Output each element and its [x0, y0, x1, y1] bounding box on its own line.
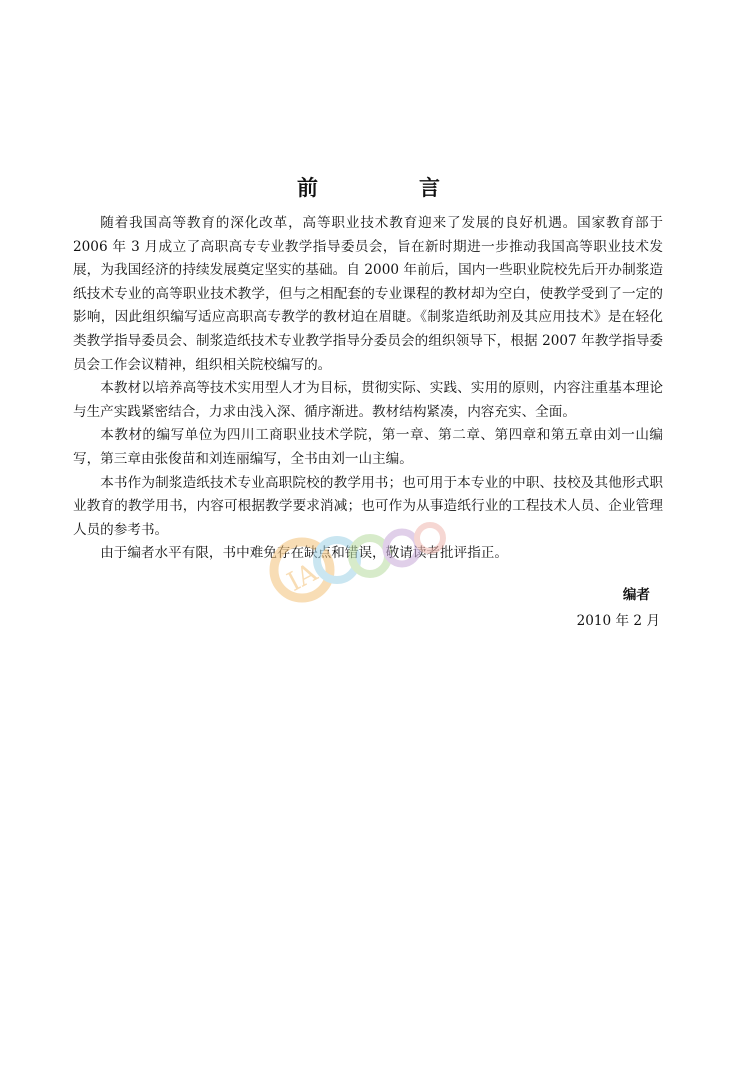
paragraph-2: 本教材以培养高等技术实用型人才为目标，贯彻实际、实践、实用的原则，内容注重基本理论与生产实践紧密结合，力求由浅入深、循序渐进。教材结构紧凑，内容充实、全面。	[73, 380, 663, 420]
page-title: 前 言	[297, 176, 480, 200]
signature-date: 2010 年 2 月	[576, 613, 660, 629]
paragraph-1: 随着我国高等教育的深化改革，高等职业技术教育迎来了发展的良好机遇。国家教育部于 2006 年 3 月成立了高职高专专业教学指导委员会，旨在新时期进一步推动我国高等职业技术发展，为我国经济的持续发展奠定坚实的基础。自 2000 年前后，国内一些职业院校先后开办制浆造纸技术专业的高等职业技术教学，但与之相配套的专业课程的教材却为空白，使教学受到了一定的影响，因此组织编写适应高职高专教学的教材迫在眉睫。《制浆造纸助剂及其应用技术》是在轻化类教学指导委员会、制浆造纸技术专业教学指导分委员会的组织领导下，根据 2007 年教学指导委员会工作会议精神，组织相关院校编写的。	[73, 215, 663, 373]
watermark-ring-4	[386, 532, 418, 564]
watermark-logo	[262, 508, 462, 618]
paragraph-4: 本书作为制浆造纸技术专业高职院校的教学用书；也可用于本专业的中职、技校及其他形式职业教育的教学用书，内容可根据教学要求消减；也可作为从事造纸行业的工程技术人员、企业管理人员的参考书。	[73, 474, 663, 538]
watermark-text: IA	[282, 557, 323, 598]
watermark-ring-5	[417, 525, 443, 551]
paragraph-3: 本教材的编写单位为四川工商职业技术学院，第一章、第二章、第四章和第五章由刘一山编写，第三章由张俊苗和刘连丽编写，全书由刘一山主编。	[73, 427, 663, 467]
signature-block	[520, 582, 660, 634]
signature-author: 编者	[622, 587, 650, 603]
paragraph-5: 由于编者水平有限，书中难免存在缺点和错误，敬请读者批评指正。	[100, 545, 508, 562]
